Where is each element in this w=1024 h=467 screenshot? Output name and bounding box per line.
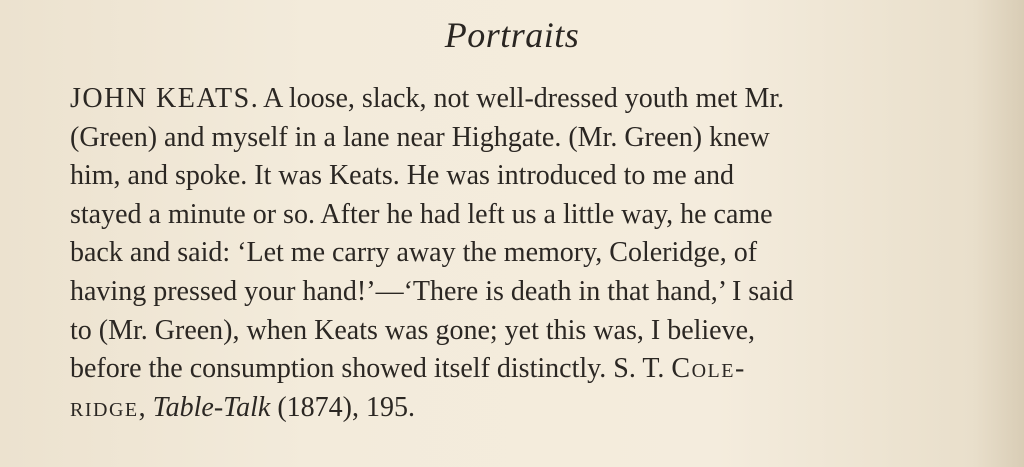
- line-text: . A loose, slack, not well-dressed youth met Mr.: [250, 83, 785, 114]
- author-name-part-2: ridge: [70, 391, 139, 423]
- passage-line-2: (Green) and myself in a lane near Highgate. (Mr. Green) knew: [70, 121, 770, 153]
- passage-line-9: [70, 389, 975, 428]
- passage-line-4: stayed a minute or so. After he had left us a little way, he came: [70, 198, 773, 230]
- source-title: Table-Talk: [152, 391, 271, 423]
- citation-details: (1874), 195.: [270, 391, 416, 423]
- passage-line-8: [70, 350, 975, 389]
- passage-line-3: him, and spoke. It was Keats. He was introduced to me and: [70, 160, 735, 192]
- subject-name: JOHN KEATS: [70, 83, 251, 114]
- passage-line-7: to (Mr. Green), when Keats was gone; yet this was, I believe,: [70, 314, 756, 346]
- citation-separator: ,: [138, 391, 153, 423]
- passage: [70, 80, 975, 427]
- passage-line-5: back and said: ‘Let me carry away the memory, Coleridge, of: [70, 237, 758, 269]
- page-heading: Portraits: [444, 15, 580, 55]
- author-name-part-1: Cole-: [671, 353, 746, 385]
- passage-line-1: [70, 80, 975, 119]
- passage-line-6: having pressed your hand!’—‘There is death in that hand,’ I said: [70, 275, 794, 307]
- line-text: before the consumption showed itself distinctly. S. T.: [70, 353, 672, 385]
